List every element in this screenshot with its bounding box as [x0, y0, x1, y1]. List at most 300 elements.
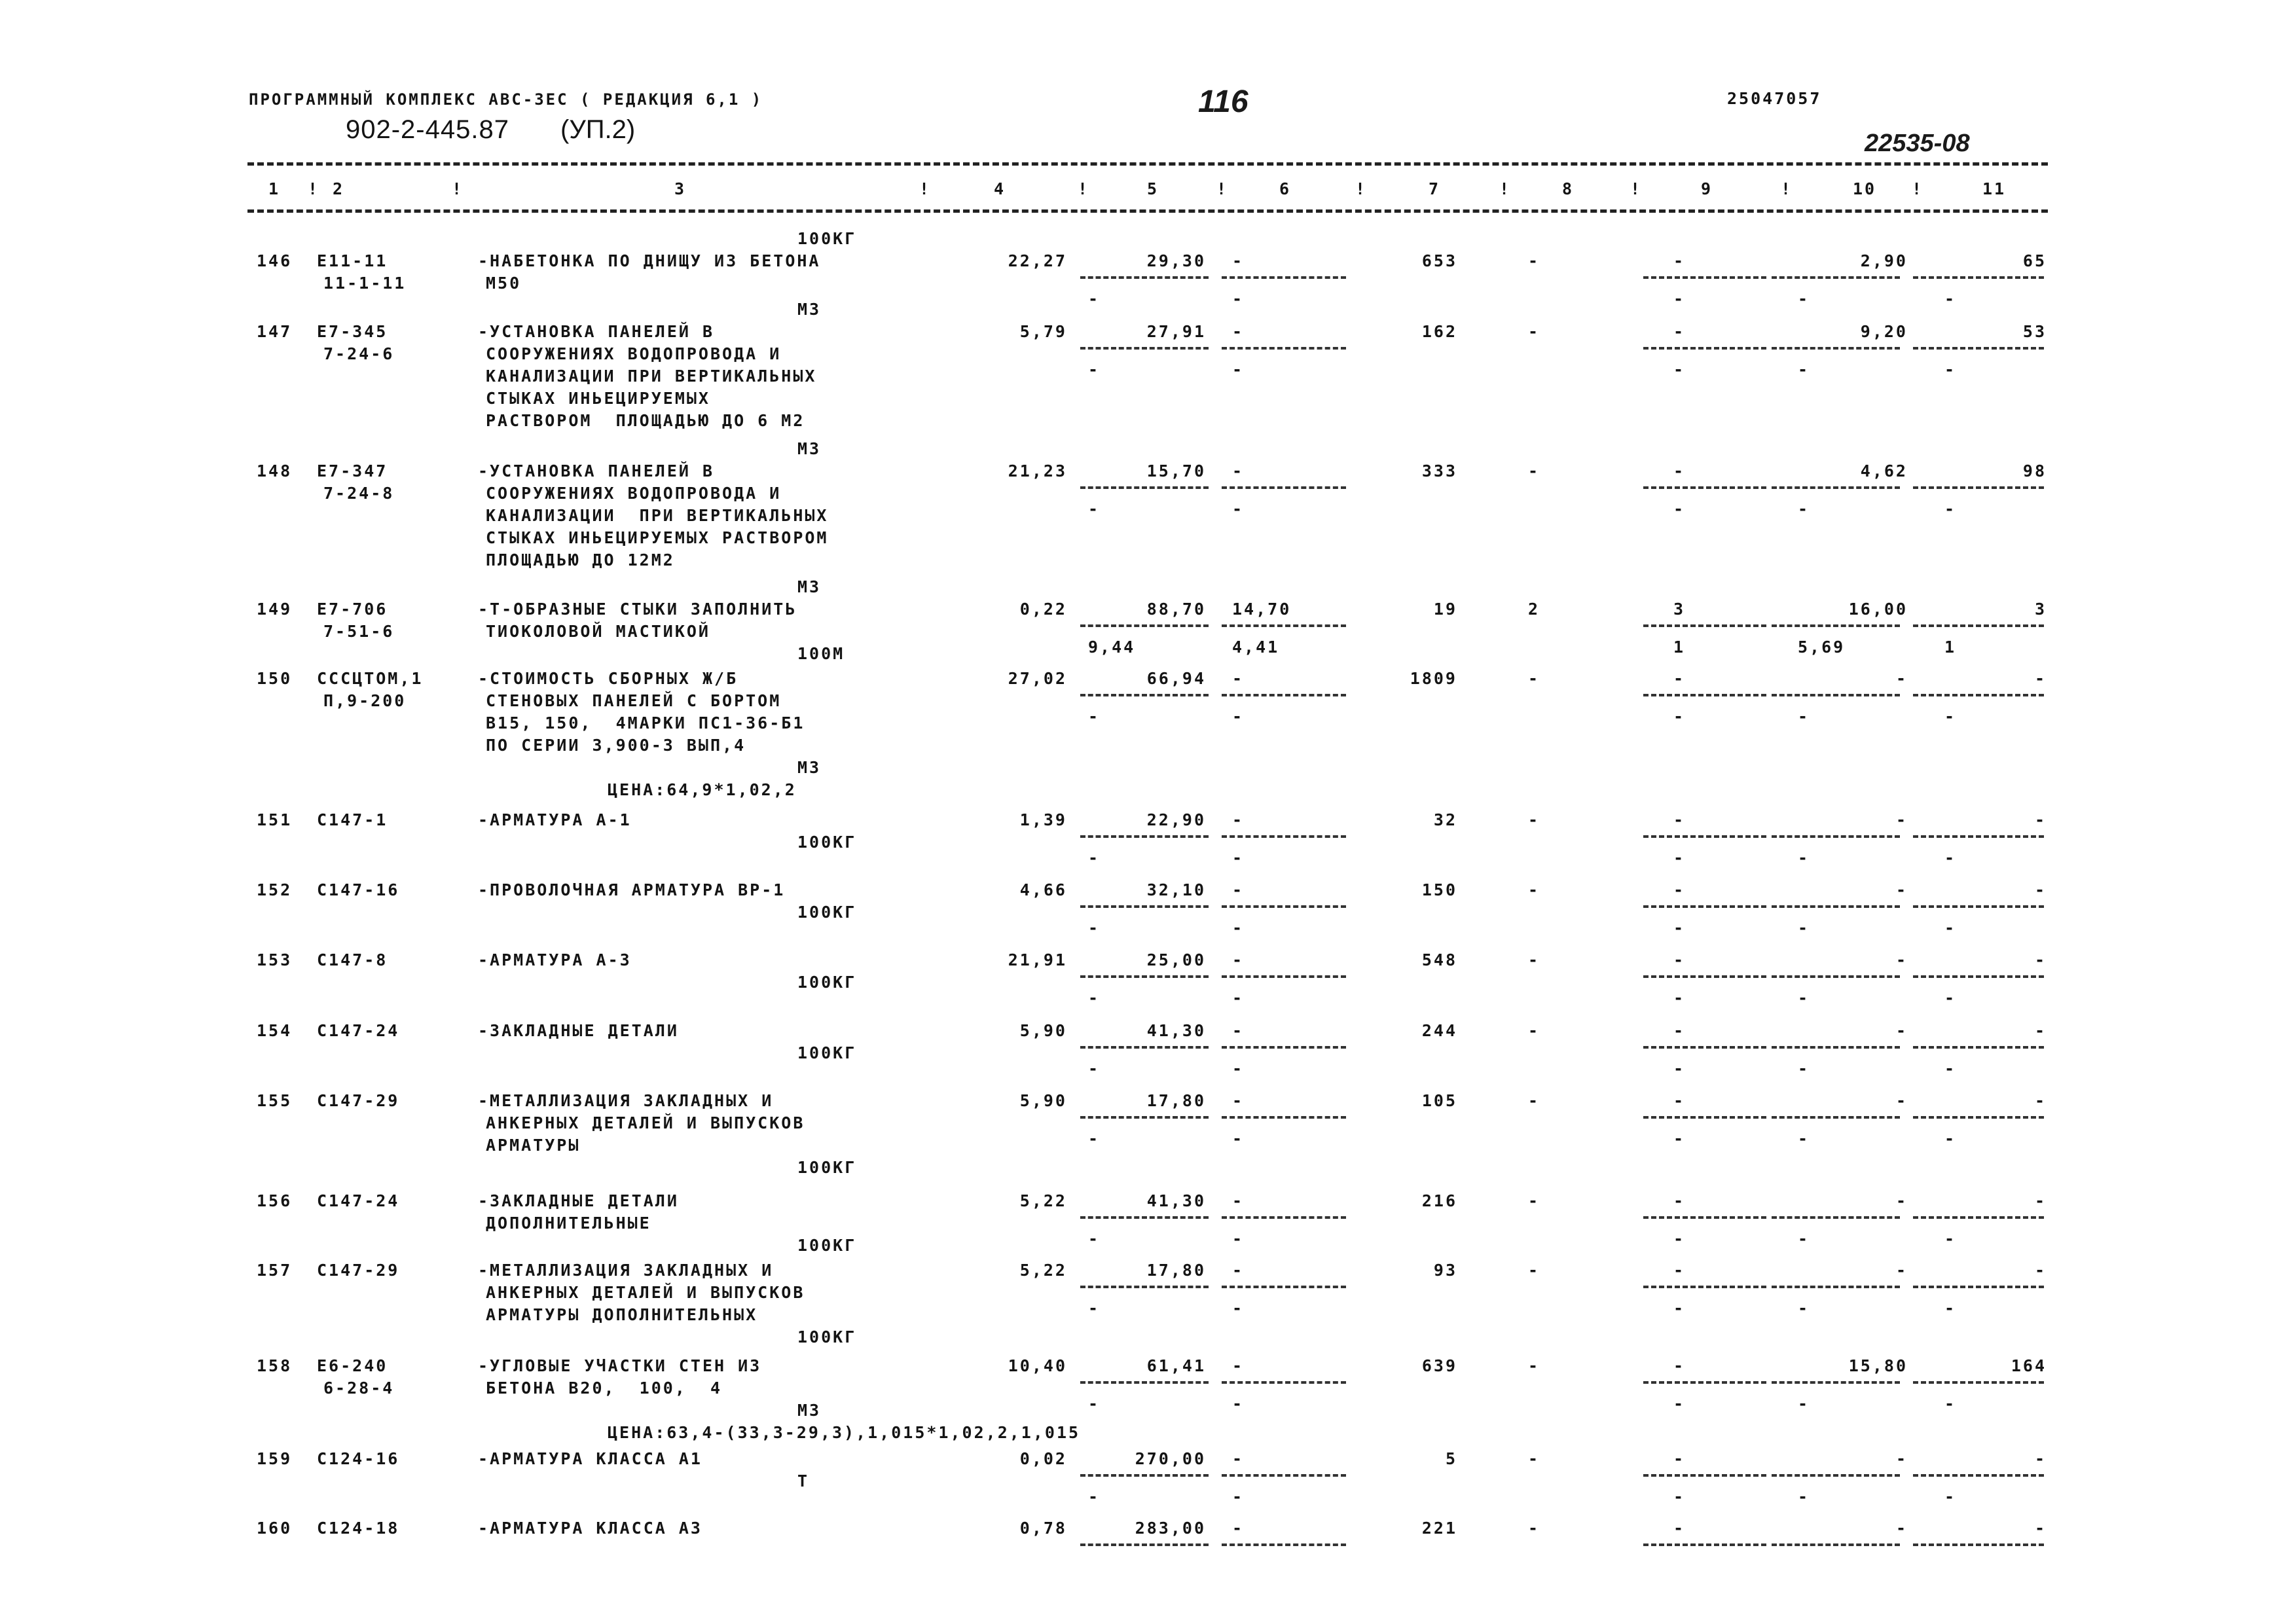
unit-label: 100КГ	[797, 833, 857, 852]
total-cost-cell: 150	[1421, 880, 1457, 899]
unit-label: М3	[797, 577, 822, 596]
col11-subvalue: -	[1944, 1229, 1957, 1248]
unit-cost-cell: 66,94	[1146, 669, 1206, 688]
unit-cost-cell: 283,00	[1135, 1519, 1206, 1538]
cell-rule	[1772, 905, 1900, 908]
col10-subvalue: -	[1798, 1299, 1810, 1318]
total-cost-cell: 162	[1421, 322, 1457, 341]
cell-rule	[1643, 835, 1766, 838]
norm-code: С147-16	[317, 880, 400, 899]
cell-rule	[1080, 1543, 1209, 1546]
col11-cell: -	[2034, 1519, 2047, 1538]
work-description: КАНАЛИЗАЦИИ ПРИ ВЕРТИКАЛЬНЫХ	[486, 506, 829, 525]
cell-rule	[1772, 1046, 1900, 1049]
cell-rule	[1772, 694, 1900, 696]
quantity-cell: 5,90	[1019, 1091, 1067, 1110]
wage-cost-cell: -	[1232, 950, 1245, 969]
cell-rule	[1772, 835, 1900, 838]
col9-subvalue: -	[1673, 1394, 1686, 1413]
norm-code-secondary: 7-51-6	[323, 622, 395, 641]
quantity-cell: 0,22	[1019, 600, 1067, 619]
work-description: БЕТОНА В20, 100, 4	[486, 1379, 723, 1398]
cell-rule	[1913, 1046, 2044, 1049]
wage-cost-cell: -	[1232, 1021, 1245, 1040]
cell-rule	[1913, 905, 2044, 908]
cell-rule	[1913, 1474, 2044, 1477]
col8-cell: -	[1528, 1191, 1540, 1210]
col10-subvalue: -	[1798, 360, 1810, 379]
unit-label: М3	[797, 300, 822, 319]
col10-subvalue: -	[1798, 289, 1810, 308]
cell-rule	[1772, 1116, 1900, 1119]
col11-cell: -	[2034, 1261, 2047, 1280]
work-description: АНКЕРНЫХ ДЕТАЛЕЙ И ВЫПУСКОВ	[486, 1113, 805, 1132]
col9-subvalue: 1	[1673, 638, 1686, 657]
price-formula: ЦЕНА:64,9*1,02,2	[608, 780, 797, 799]
work-description: -НАБЕТОНКА ПО ДНИЩУ ИЗ БЕТОНА	[478, 251, 821, 270]
cell-rule	[1222, 1286, 1346, 1288]
machine-subvalue: -	[1232, 918, 1245, 937]
cell-rule	[1643, 276, 1766, 279]
cell-rule	[1913, 975, 2044, 978]
col10-subvalue: 5,69	[1798, 638, 1846, 657]
col9-subvalue: -	[1673, 707, 1686, 726]
wage-subvalue: -	[1088, 707, 1101, 726]
wage-cost-cell: -	[1232, 1356, 1245, 1375]
norm-code: С147-1	[317, 810, 388, 829]
document-code: 25047057	[1727, 89, 1822, 108]
col10-cell: -	[1895, 810, 1908, 829]
wage-subvalue: -	[1088, 848, 1101, 867]
cell-rule	[1080, 486, 1209, 489]
cell-rule	[1222, 276, 1346, 279]
norm-code: С147-24	[317, 1021, 400, 1040]
machine-subvalue: -	[1232, 1059, 1245, 1078]
unit-cost-cell: 25,00	[1146, 950, 1206, 969]
col11-cell: -	[2034, 1021, 2047, 1040]
col9-subvalue: -	[1673, 1299, 1686, 1318]
unit-label: 100КГ	[797, 903, 857, 922]
column-header-3: 3	[674, 179, 687, 198]
cell-rule	[1913, 624, 2044, 627]
cell-rule	[1222, 1116, 1346, 1119]
unit-label: М3	[797, 1401, 822, 1420]
row-number: 149	[257, 600, 293, 619]
col9-subvalue: -	[1673, 1487, 1686, 1506]
wage-cost-cell: -	[1232, 1191, 1245, 1210]
unit-cost-cell: 22,90	[1146, 810, 1206, 829]
col8-cell: -	[1528, 1091, 1540, 1110]
cell-rule	[1080, 1474, 1209, 1477]
col11-cell: -	[2034, 1191, 2047, 1210]
column-header-11: 11	[1982, 179, 2007, 198]
work-description: АНКЕРНЫХ ДЕТАЛЕЙ И ВЫПУСКОВ	[486, 1283, 805, 1302]
wage-subvalue: -	[1088, 988, 1101, 1007]
work-description: -АРМАТУРА КЛАССА А3	[478, 1519, 702, 1538]
col9-cell: -	[1673, 1356, 1686, 1375]
cell-rule	[1643, 1286, 1766, 1288]
cell-rule	[1772, 975, 1900, 978]
machine-subvalue: -	[1232, 1299, 1245, 1318]
column-separator: !	[919, 179, 932, 198]
row-number: 157	[257, 1261, 293, 1280]
cell-rule	[1222, 835, 1346, 838]
col9-cell: -	[1673, 1191, 1686, 1210]
col10-subvalue: -	[1798, 707, 1810, 726]
col9-cell: -	[1673, 880, 1686, 899]
col9-subvalue: -	[1673, 988, 1686, 1007]
col10-subvalue: -	[1798, 499, 1810, 518]
cell-rule	[1772, 486, 1900, 489]
work-description: СООРУЖЕНИЯХ ВОДОПРОВОДА И	[486, 484, 782, 503]
quantity-cell: 5,22	[1019, 1261, 1067, 1280]
col11-subvalue: -	[1944, 289, 1957, 308]
row-number: 155	[257, 1091, 293, 1110]
col11-subvalue: -	[1944, 1487, 1957, 1506]
work-description: -УСТАНОВКА ПАНЕЛЕЙ В	[478, 461, 715, 480]
unit-cost-cell: 61,41	[1146, 1356, 1206, 1375]
wage-cost-cell: -	[1232, 251, 1245, 270]
program-header: ПРОГРАММНЫЙ КОМПЛЕКС АВС-3ЕС ( РЕДАКЦИЯ 6,1 )	[249, 90, 763, 109]
col11-subvalue: -	[1944, 848, 1957, 867]
cell-rule	[1643, 624, 1766, 627]
cell-rule	[1643, 1381, 1766, 1384]
col11-cell: -	[2034, 669, 2047, 688]
quantity-cell: 22,27	[1008, 251, 1067, 270]
cell-rule	[1772, 1381, 1900, 1384]
quantity-cell: 5,79	[1019, 322, 1067, 341]
col9-subvalue: -	[1673, 499, 1686, 518]
col11-cell: -	[2034, 810, 2047, 829]
col9-cell: -	[1673, 669, 1686, 688]
column-header-1: 1	[268, 179, 281, 198]
row-number: 147	[257, 322, 293, 341]
cell-rule	[1080, 835, 1209, 838]
wage-subvalue: -	[1088, 1394, 1101, 1413]
cell-rule	[1080, 276, 1209, 279]
norm-code: С147-29	[317, 1091, 400, 1110]
work-description: ПО СЕРИИ 3,900-3 ВЫП,4	[486, 736, 746, 755]
total-cost-cell: 1809	[1410, 669, 1457, 688]
machine-subvalue: -	[1232, 499, 1245, 518]
quantity-cell: 5,90	[1019, 1021, 1067, 1040]
col10-cell: 15,80	[1848, 1356, 1908, 1375]
row-number: 148	[257, 461, 293, 480]
norm-code-secondary: 7-24-8	[323, 484, 395, 503]
work-description: -АРМАТУРА КЛАССА А1	[478, 1449, 702, 1468]
cell-rule	[1222, 1474, 1346, 1477]
col10-cell: -	[1895, 880, 1908, 899]
norm-code: С147-29	[317, 1261, 400, 1280]
wage-subvalue: -	[1088, 1229, 1101, 1248]
col11-cell: 3	[2034, 600, 2047, 619]
cell-rule	[1080, 905, 1209, 908]
cell-rule	[1080, 347, 1209, 350]
col11-cell: -	[2034, 1091, 2047, 1110]
cell-rule	[1772, 347, 1900, 350]
row-number: 150	[257, 669, 293, 688]
col9-cell: -	[1673, 950, 1686, 969]
price-formula: ЦЕНА:63,4-(33,3-29,3),1,015*1,02,2,1,015	[608, 1423, 1081, 1442]
col8-cell: -	[1528, 461, 1540, 480]
handwritten-doc-number: 22535-08	[1865, 130, 1970, 157]
cell-rule	[1080, 1046, 1209, 1049]
quantity-cell: 21,91	[1008, 950, 1067, 969]
column-separator: !	[1630, 179, 1643, 198]
col9-cell: -	[1673, 1519, 1686, 1538]
cell-rule	[1222, 347, 1346, 350]
col8-cell: -	[1528, 880, 1540, 899]
unit-cost-cell: 270,00	[1135, 1449, 1206, 1468]
column-header-2: 2	[333, 179, 345, 198]
cell-rule	[1222, 486, 1346, 489]
work-description: -АРМАТУРА А-3	[478, 950, 632, 969]
col10-cell: -	[1895, 1091, 1908, 1110]
col8-cell: -	[1528, 669, 1540, 688]
norm-code: С124-16	[317, 1449, 400, 1468]
norm-code: Е7-345	[317, 322, 388, 341]
work-description: В15, 150, 4МАРКИ ПС1-36-Б1	[486, 713, 805, 732]
col8-cell: -	[1528, 1356, 1540, 1375]
col11-subvalue: -	[1944, 707, 1957, 726]
col10-cell: -	[1895, 1021, 1908, 1040]
unit-cost-cell: 32,10	[1146, 880, 1206, 899]
col11-subvalue: -	[1944, 1059, 1957, 1078]
col10-subvalue: -	[1798, 1487, 1810, 1506]
quantity-cell: 10,40	[1008, 1356, 1067, 1375]
column-separator: !	[452, 179, 464, 198]
norm-code: Е6-240	[317, 1356, 388, 1375]
machine-subvalue: -	[1232, 1487, 1245, 1506]
work-description: АРМАТУРЫ ДОПОЛНИТЕЛЬНЫХ	[486, 1305, 758, 1324]
row-number: 151	[257, 810, 293, 829]
album-label: (УП.2)	[560, 115, 636, 144]
col8-cell: -	[1528, 1021, 1540, 1040]
machine-subvalue: -	[1232, 1229, 1245, 1248]
unit-label: 100КГ	[797, 1158, 857, 1177]
col11-cell: 53	[2022, 322, 2047, 341]
cell-rule	[1222, 1046, 1346, 1049]
col8-cell: -	[1528, 1261, 1540, 1280]
cell-rule	[1772, 1543, 1900, 1546]
machine-subvalue: -	[1232, 988, 1245, 1007]
cell-rule	[1772, 1216, 1900, 1219]
col8-cell: -	[1528, 810, 1540, 829]
column-header-8: 8	[1562, 179, 1575, 198]
column-separator: !	[1499, 179, 1512, 198]
cell-rule	[1222, 905, 1346, 908]
cell-rule	[1913, 1381, 2044, 1384]
col8-cell: -	[1528, 322, 1540, 341]
total-cost-cell: 639	[1421, 1356, 1457, 1375]
col11-cell: -	[2034, 1449, 2047, 1468]
work-description: СООРУЖЕНИЯХ ВОДОПРОВОДА И	[486, 344, 782, 363]
col11-subvalue: -	[1944, 988, 1957, 1007]
cell-rule	[1772, 624, 1900, 627]
wage-cost-cell: -	[1232, 880, 1245, 899]
column-separator: !	[1355, 179, 1368, 198]
cell-rule	[1080, 1381, 1209, 1384]
col10-cell: -	[1895, 950, 1908, 969]
total-cost-cell: 221	[1421, 1519, 1457, 1538]
wage-cost-cell: -	[1232, 1519, 1245, 1538]
machine-subvalue: -	[1232, 707, 1245, 726]
cell-rule	[1643, 486, 1766, 489]
cell-rule	[1643, 1116, 1766, 1119]
cell-rule	[1080, 975, 1209, 978]
work-description: ТИОКОЛОВОЙ МАСТИКОЙ	[486, 622, 710, 641]
unit-label: М3	[797, 758, 822, 777]
cell-rule	[1222, 1381, 1346, 1384]
col11-cell: 65	[2022, 251, 2047, 270]
work-description: -Т-ОБРАЗНЫЕ СТЫКИ ЗАПОЛНИТЬ	[478, 600, 797, 619]
norm-code-secondary: П,9-200	[323, 691, 407, 710]
cell-rule	[1643, 347, 1766, 350]
quantity-cell: 0,78	[1019, 1519, 1067, 1538]
norm-code: СССЦТОМ,1	[317, 669, 424, 688]
cell-rule	[1913, 694, 2044, 696]
column-header-5: 5	[1147, 179, 1159, 198]
cell-rule	[1080, 624, 1209, 627]
column-separator: !	[1216, 179, 1229, 198]
unit-label: М3	[797, 439, 822, 458]
cell-rule	[1222, 624, 1346, 627]
row-number: 158	[257, 1356, 293, 1375]
total-cost-cell: 333	[1421, 461, 1457, 480]
col11-subvalue: -	[1944, 360, 1957, 379]
work-description: СТЫКАХ ИНЬЕЦИРУЕМЫХ	[486, 389, 710, 408]
col9-subvalue: -	[1673, 1059, 1686, 1078]
cell-rule	[1772, 276, 1900, 279]
norm-code: Е7-347	[317, 461, 388, 480]
unit-label: 100КГ	[797, 1327, 857, 1346]
cell-rule	[1222, 975, 1346, 978]
norm-code: Е11-11	[317, 251, 388, 270]
cell-rule	[1080, 694, 1209, 696]
unit-cost-cell: 88,70	[1146, 600, 1206, 619]
machine-subvalue: -	[1232, 360, 1245, 379]
wage-cost-cell: -	[1232, 461, 1245, 480]
norm-code-secondary: 7-24-6	[323, 344, 395, 363]
cell-rule	[1080, 1216, 1209, 1219]
column-header-4: 4	[994, 179, 1006, 198]
cell-rule	[1643, 905, 1766, 908]
cell-rule	[1080, 1286, 1209, 1288]
wage-subvalue: -	[1088, 289, 1101, 308]
col11-cell: -	[2034, 880, 2047, 899]
col9-subvalue: -	[1673, 1229, 1686, 1248]
wage-subvalue: -	[1088, 1487, 1101, 1506]
total-cost-cell: 105	[1421, 1091, 1457, 1110]
col9-cell: 3	[1673, 600, 1686, 619]
col9-cell: -	[1673, 1091, 1686, 1110]
col11-cell: 98	[2022, 461, 2047, 480]
work-description: КАНАЛИЗАЦИИ ПРИ ВЕРТИКАЛЬНЫХ	[486, 367, 817, 386]
col9-cell: -	[1673, 461, 1686, 480]
unit-cost-cell: 15,70	[1146, 461, 1206, 480]
col9-subvalue: -	[1673, 1129, 1686, 1148]
column-header-10: 10	[1853, 179, 1877, 198]
wage-subvalue: -	[1088, 1299, 1101, 1318]
col9-cell: -	[1673, 1449, 1686, 1468]
quantity-cell: 5,22	[1019, 1191, 1067, 1210]
work-description: ДОПОЛНИТЕЛЬНЫЕ	[486, 1214, 651, 1233]
wage-cost-cell: -	[1232, 669, 1245, 688]
col11-subvalue: -	[1944, 918, 1957, 937]
cell-rule	[1913, 1216, 2044, 1219]
quantity-cell: 1,39	[1019, 810, 1067, 829]
cell-rule	[1080, 1116, 1209, 1119]
col9-cell: -	[1673, 810, 1686, 829]
column-header-9: 9	[1701, 179, 1713, 198]
col11-cell: -	[2034, 950, 2047, 969]
total-cost-cell: 5	[1445, 1449, 1457, 1468]
cell-rule	[1643, 1216, 1766, 1219]
col10-cell: 2,90	[1860, 251, 1908, 270]
wage-subvalue: -	[1088, 360, 1101, 379]
row-number: 159	[257, 1449, 293, 1468]
col10-cell: -	[1895, 1519, 1908, 1538]
wage-cost-cell: -	[1232, 1261, 1245, 1280]
row-number: 154	[257, 1021, 293, 1040]
total-cost-cell: 32	[1433, 810, 1457, 829]
cell-rule	[1913, 486, 2044, 489]
col10-subvalue: -	[1798, 848, 1810, 867]
col10-cell: -	[1895, 1191, 1908, 1210]
machine-subvalue: -	[1232, 1394, 1245, 1413]
wage-cost-cell: -	[1232, 1449, 1245, 1468]
col8-cell: -	[1528, 950, 1540, 969]
col8-cell: -	[1528, 1519, 1540, 1538]
table-header-rule	[247, 209, 2048, 213]
col10-subvalue: -	[1798, 1059, 1810, 1078]
wage-subvalue: -	[1088, 1059, 1101, 1078]
row-number: 156	[257, 1191, 293, 1210]
row-number: 152	[257, 880, 293, 899]
quantity-cell: 0,02	[1019, 1449, 1067, 1468]
cell-rule	[1913, 1543, 2044, 1546]
cell-rule	[1772, 1286, 1900, 1288]
unit-cost-cell: 17,80	[1146, 1261, 1206, 1280]
cell-rule	[1913, 1286, 2044, 1288]
column-separator: !	[308, 179, 320, 198]
work-description: СТЕНОВЫХ ПАНЕЛЕЙ С БОРТОМ	[486, 691, 782, 710]
machine-subvalue: 4,41	[1232, 638, 1280, 657]
col9-subvalue: -	[1673, 289, 1686, 308]
col10-cell: 9,20	[1860, 322, 1908, 341]
quantity-cell: 4,66	[1019, 880, 1067, 899]
norm-code: С147-8	[317, 950, 388, 969]
wage-subvalue: -	[1088, 1129, 1101, 1148]
total-cost-cell: 653	[1421, 251, 1457, 270]
table-top-rule	[247, 162, 2048, 166]
col11-subvalue: 1	[1944, 638, 1957, 657]
work-description: СТЫКАХ ИНЬЕЦИРУЕМЫХ РАСТВОРОМ	[486, 528, 829, 547]
total-cost-cell: 216	[1421, 1191, 1457, 1210]
machine-subvalue: -	[1232, 289, 1245, 308]
column-separator: !	[1078, 179, 1090, 198]
norm-code: С147-24	[317, 1191, 400, 1210]
col9-cell: -	[1673, 1261, 1686, 1280]
column-header-6: 6	[1279, 179, 1292, 198]
col10-subvalue: -	[1798, 988, 1810, 1007]
cell-rule	[1643, 1046, 1766, 1049]
work-description: ПЛОЩАДЬЮ ДО 12М2	[486, 550, 675, 569]
unit-label: 100КГ	[797, 229, 857, 248]
cell-rule	[1222, 1216, 1346, 1219]
col11-subvalue: -	[1944, 1129, 1957, 1148]
work-description: -МЕТАЛЛИЗАЦИЯ ЗАКЛАДНЫХ И	[478, 1091, 774, 1110]
